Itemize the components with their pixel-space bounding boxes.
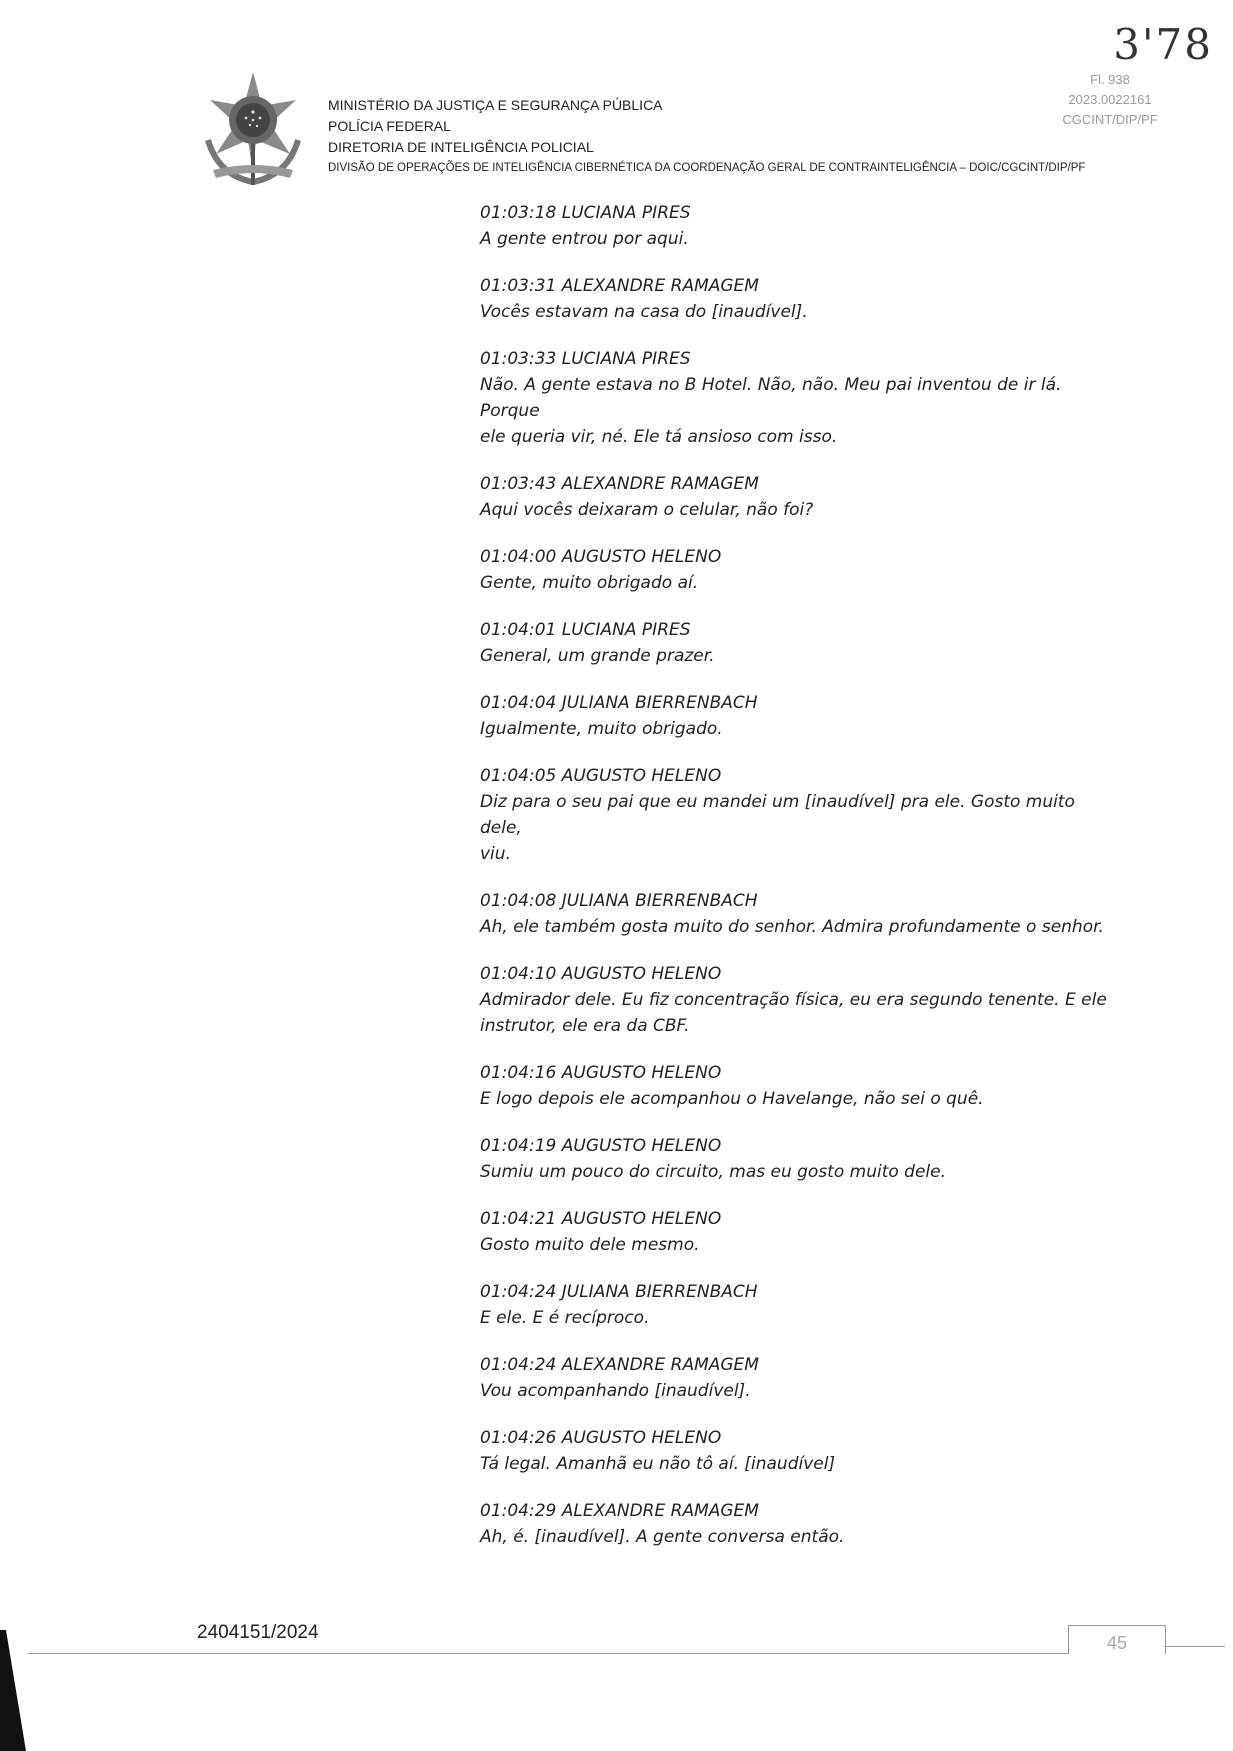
transcript-entry: [480, 200, 1120, 252]
transcript-entry: [480, 1206, 1120, 1258]
speech-line: Diz para o seu pai que eu mandei um [inaudível] pra ele. Gosto muito dele,: [480, 792, 1075, 838]
footer-divider: [28, 1653, 1068, 1654]
transcript-entry: [480, 1352, 1120, 1404]
speaker-timestamp: 01:04:10 AUGUSTO HELENO: [480, 964, 722, 984]
speaker-timestamp: 01:03:33 LUCIANA PIRES: [480, 349, 691, 369]
speaker-timestamp: 01:03:43 ALEXANDRE RAMAGEM: [480, 474, 759, 494]
handwritten-page-number: 3'78: [1113, 20, 1213, 69]
speech-line: Gente, muito obrigado aí.: [480, 573, 699, 593]
transcript-entry: [480, 961, 1120, 1039]
speech-line: Aqui vocês deixaram o celular, não foi?: [480, 500, 814, 520]
speech-line: viu.: [480, 844, 511, 864]
speaker-timestamp: 01:04:08 JULIANA BIERRENBACH: [480, 891, 758, 911]
speech-line: Tá legal. Amanhã eu não tô aí. [inaudível]: [480, 1454, 836, 1474]
transcript-entry: [480, 346, 1120, 450]
footer-divider-right: [1165, 1646, 1225, 1647]
speech-line: General, um grande prazer.: [480, 646, 715, 666]
transcript-entry: [480, 1279, 1120, 1331]
transcript-entry: [480, 617, 1120, 669]
transcript: [480, 200, 1120, 1571]
speech-line: Ah, é. [inaudível]. A gente conversa então.: [480, 1527, 845, 1547]
speech-line: ele queria vir, né. Ele tá ansioso com isso.: [480, 427, 838, 447]
speech-line: Sumiu um pouco do circuito, mas eu gosto muito dele.: [480, 1162, 947, 1182]
transcript-entry: [480, 1133, 1120, 1185]
speech-line: Vocês estavam na casa do [inaudível].: [480, 302, 808, 322]
page-number: 45: [1068, 1625, 1166, 1654]
speech-line: E logo depois ele acompanhou o Havelange, não sei o quê.: [480, 1089, 984, 1109]
speaker-timestamp: 01:04:26 AUGUSTO HELENO: [480, 1428, 722, 1448]
transcript-entry: [480, 690, 1120, 742]
header-police: POLÍCIA FEDERAL: [328, 118, 451, 134]
document-id: 2404151/2024: [197, 1622, 319, 1643]
scan-edge-mark: [0, 1630, 30, 1751]
speech-line: Gosto muito dele mesmo.: [480, 1235, 700, 1255]
institution-header: [328, 95, 1085, 178]
brazil-coat-of-arms-icon: [198, 70, 308, 190]
header-division: DIVISÃO DE OPERAÇÕES DE INTELIGÊNCIA CIBERNÉTICA DA COORDENAÇÃO GERAL DE CONTRAINTELIGÊNCIA – DOIC/CGCINT/DIP/PF: [328, 162, 1086, 174]
speech-line: Ah, ele também gosta muito do senhor. Admira profundamente o senhor.: [480, 917, 1104, 937]
speech-line: instrutor, ele era da CBF.: [480, 1016, 690, 1036]
speaker-timestamp: 01:04:21 AUGUSTO HELENO: [480, 1209, 722, 1229]
speaker-timestamp: 01:04:24 ALEXANDRE RAMAGEM: [480, 1355, 759, 1375]
transcript-entry: [480, 1425, 1120, 1477]
transcript-entry: [480, 273, 1120, 325]
speech-line: Igualmente, muito obrigado.: [480, 719, 723, 739]
header-directorate: DIRETORIA DE INTELIGÊNCIA POLICIAL: [328, 139, 594, 155]
transcript-entry: [480, 888, 1120, 940]
speaker-timestamp: 01:03:31 ALEXANDRE RAMAGEM: [480, 276, 759, 296]
transcript-entry: [480, 471, 1120, 523]
speaker-timestamp: 01:04:01 LUCIANA PIRES: [480, 620, 691, 640]
speaker-timestamp: 01:03:18 LUCIANA PIRES: [480, 203, 691, 223]
header-ministry: MINISTÉRIO DA JUSTIÇA E SEGURANÇA PÚBLICA: [328, 97, 663, 113]
speech-line: A gente entrou por aqui.: [480, 229, 689, 249]
speech-line: E ele. E é recíproco.: [480, 1308, 650, 1328]
speech-line: Admirador dele. Eu fiz concentração física, eu era segundo tenente. E ele: [480, 990, 1107, 1010]
speaker-timestamp: 01:04:16 AUGUSTO HELENO: [480, 1063, 722, 1083]
transcript-entry: [480, 763, 1120, 867]
speech-line: Não. A gente estava no B Hotel. Não, não. Meu pai inventou de ir lá. Porque: [480, 375, 1062, 421]
stamp-process-number: 2023.0022161: [1068, 92, 1152, 107]
speaker-timestamp: 01:04:05 AUGUSTO HELENO: [480, 766, 722, 786]
speech-line: Vou acompanhando [inaudível].: [480, 1381, 751, 1401]
speaker-timestamp: 01:04:19 AUGUSTO HELENO: [480, 1136, 722, 1156]
speaker-timestamp: 01:04:04 JULIANA BIERRENBACH: [480, 693, 758, 713]
stamp-folio: Fl. 938: [1090, 72, 1130, 87]
transcript-entry: [480, 544, 1120, 596]
transcript-entry: [480, 1498, 1120, 1550]
stamp-unit: CGCINT/DIP/PF: [1062, 112, 1158, 127]
speaker-timestamp: 01:04:24 JULIANA BIERRENBACH: [480, 1282, 758, 1302]
speaker-timestamp: 01:04:00 AUGUSTO HELENO: [480, 547, 722, 567]
transcript-entry: [480, 1060, 1120, 1112]
speaker-timestamp: 01:04:29 ALEXANDRE RAMAGEM: [480, 1501, 759, 1521]
